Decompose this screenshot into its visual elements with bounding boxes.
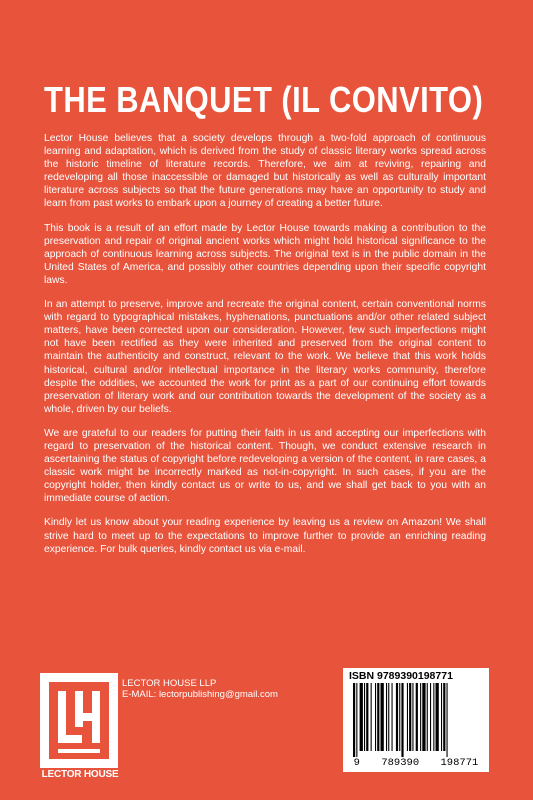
paragraph-2: This book is a result of an effort made by Lector House towards making a contribution to the preservation and repair of original ancient works which might hold historical significance to the approach of continuous learning across subjects. The original text is in the public domain in the United States of America, and possibly other countries depending upon their specific copyright laws. [44,222,486,286]
barcode-digit-lead: 9 [353,757,360,769]
paragraph-5: Kindly let us know about your reading experience by leaving us a review on Amazon! We shall strive hard to meet up to the expectations to improve further to provide an enriching reading experience. For bulk queries, kindly contact us via e-mail. [44,517,486,555]
paragraph-3: In an attempt to preserve, improve and recreate the original content, certain conventional norms with regard to typographical mistakes, hyphenations, punctuations and/or other related subject matters, have been corrected upon our consideration. However, few such imperfections might not have been rectified as they were inherited and preserved from the original content to maintain the authenticity and construct, relevant to the work. We believe that this work holds historical, cultural and/or intellectual importance in the literary works community, therefore despite the oddities, we accounted the work for print as a part of our continuing effort towards preservation of literary work and our contribution towards the development of the society as a whole, driven by our beliefs. [44,299,486,415]
barcode-icon [347,683,485,757]
barcode-box [343,668,489,772]
lector-house-logo-icon [40,673,118,768]
barcode-digit-group-1: 789390 [381,757,420,769]
paragraph-4: We are grateful to our readers for putting their faith in us and accepting our imperfections with regard to preservation of the historical content. Though, we conduct extensive research in ascertaining the status of copyright before redeveloping a version of the content, in rare cases, a classic work might be incorrectly marked as not-in-copyright. In such cases, if you are the copyright holder, then kindly contact us or write to us, and we shall get back to you with an immediate course of action. [44,427,486,505]
book-title: THE BANQUET (IL CONVITO) [44,79,484,120]
barcode-digits [343,757,489,769]
description-text [44,132,486,567]
publisher-info [122,678,278,700]
publisher-name: LECTOR HOUSE LLP [122,678,217,689]
barcode-digit-group-2: 198771 [440,757,479,769]
isbn-label: ISBN 9789390198771 [349,670,453,682]
paragraph-1: Lector House believes that a society develops through a two-fold approach of continuous learning and adaptation, which is derived from the study of classic literary works spread across the historic timeline of literature records. Therefore, we aim at reviving, repairing and redeveloping all those inaccessible or damaged but historically as well as culturally important literature across subjects so that the future generations may have an opportunity to study and learn from past works to embark upon a journey of creating a better future. [44,133,486,210]
logo-caption: LECTOR HOUSE [41,769,119,780]
publisher-email: E-MAIL: lectorpublishing@gmail.com [122,689,278,700]
